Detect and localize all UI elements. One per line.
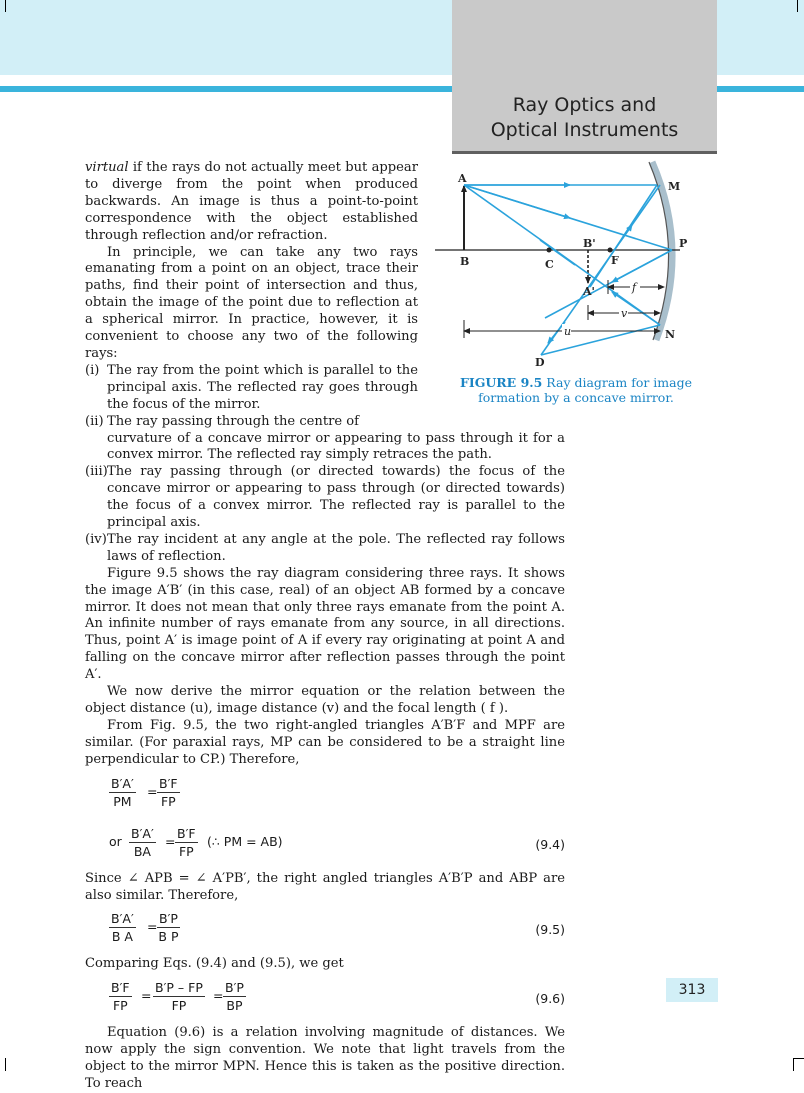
equation-9-6: $\frac{B'F}{FP}$ = $\frac{B'P - FP}{FP}$ = $\frac{B'P}{BP}$ (9.6) bbox=[111, 980, 565, 1014]
equation-number: (9.6) bbox=[535, 991, 565, 1007]
label-B: B bbox=[460, 255, 470, 268]
paragraph-8: Equation (9.6) is a relation involving magnitude of distances. We now apply the sign convention. We note that light travels from the object to the mirror MPN. Hence this is taken as the positive direction. To reach bbox=[85, 1025, 565, 1092]
paragraph-1: virtual if the rays do not actually meet but appear to diverge from the point when produced backwards. An image is thus a point-to-point correspondence with the object established through reflection and/or refraction. bbox=[85, 160, 418, 243]
chapter-title bbox=[452, 93, 717, 143]
equation-1: $\frac{B'A'}{PM}$ = $\frac{B'F}{FP}$ bbox=[111, 775, 178, 809]
label-A-prime: A' bbox=[583, 285, 595, 298]
label-u: u bbox=[564, 325, 572, 338]
figure-caption-label: FIGURE 9.5 bbox=[460, 375, 543, 390]
body-text bbox=[85, 160, 565, 1093]
figure-caption-text: Ray diagram for image formation by a concave mirror. bbox=[478, 375, 692, 405]
paragraph-5: From Fig. 9.5, the two right-angled triangles A′B′F and MPF are similar. (For paraxial rays, MP can be considered to be a straight line perpendicular to CP.) Therefore, bbox=[85, 717, 565, 767]
list-item: (ii) The ray passing through the centre of bbox=[85, 413, 360, 429]
label-N: N bbox=[665, 328, 676, 341]
list-item: (iii) The ray passing through (or directed towards) the focus of the concave mirror or appearing to pass through (or directed towards) the focus of a convex mirror. The reflected ray is parallel to the principal axis. bbox=[85, 464, 565, 531]
equation-number: (9.4) bbox=[535, 836, 565, 852]
paragraph-7: Comparing Eqs. (9.4) and (9.5), we get bbox=[85, 956, 344, 972]
list-item: (i) The ray from the point which is parallel to the principal axis. The reflected ray goes through the focus of the mirror. bbox=[85, 362, 418, 412]
chapter-title-line2: Optical Instruments bbox=[490, 119, 679, 141]
label-f: f bbox=[632, 281, 637, 294]
label-v: v bbox=[621, 307, 628, 320]
label-P: P bbox=[679, 237, 688, 250]
crop-mark-top-left bbox=[5, 0, 6, 12]
paragraph-4: We now derive the mirror equation or the relation between the object distance (u), image distance (v) and the focal length ( f ). bbox=[85, 684, 565, 716]
chapter-title-shadow bbox=[452, 151, 717, 154]
word-virtual: virtual bbox=[85, 160, 129, 175]
list-item: curvature of a concave mirror or appearing to pass through it for a convex mirror. The reflected ray simply retraces the path. bbox=[107, 430, 565, 463]
label-B-prime: B' bbox=[583, 237, 596, 250]
crop-mark-top-right bbox=[797, 0, 798, 12]
paragraph-3: Figure 9.5 shows the ray diagram considering three rays. It shows the image A′B′ (in this case, real) of an object AB formed by a concave mirror. It does not mean that only three rays emanate from the point A. An infinite number of rays emanate from any source, in all directions. Thus, point A′ is image point of A if every ray originating at point A and falling on the concave mirror after reflection passes through the point A′. bbox=[85, 565, 565, 683]
label-M: M bbox=[668, 180, 681, 193]
label-D: D bbox=[535, 356, 545, 369]
label-F: F bbox=[611, 254, 619, 267]
crop-mark-bottom-left bbox=[5, 1058, 6, 1071]
list-item: (iv) The ray incident at any angle at the pole. The reflected ray follows laws of reflection. bbox=[85, 531, 565, 564]
chapter-title-line1: Ray Optics and bbox=[512, 94, 657, 116]
equation-number: (9.5) bbox=[535, 922, 565, 938]
paragraph-2: In principle, we can take any two rays emanating from a point on an object, trace their paths, find their point of intersection and thus, obtain the image of the point due to reflection at a spherical mirror. In practice, however, it is convenient to choose any two of the following rays: bbox=[85, 244, 418, 361]
crop-mark-bottom-right-h bbox=[793, 1058, 804, 1059]
paragraph-6: Since ∠ APB = ∠ A′PB′, the right angled triangles A′B′P and ABP are also similar. Therefore, bbox=[85, 870, 565, 903]
label-C: C bbox=[545, 258, 554, 271]
equation-9-5: $\frac{B'A'}{\text{B A}}$ = $\frac{B'P}{\text{B P}}$ (9.5) bbox=[111, 911, 565, 945]
crop-mark-bottom-right-v bbox=[793, 1058, 794, 1071]
page-number: 313 bbox=[666, 978, 718, 1002]
label-A: A bbox=[458, 172, 467, 185]
equation-9-4: or $\frac{B'A'}{BA}$ = $\frac{B'F}{FP}$ (∴ PM = AB) (9.4) bbox=[109, 825, 565, 859]
point-F bbox=[608, 248, 613, 253]
